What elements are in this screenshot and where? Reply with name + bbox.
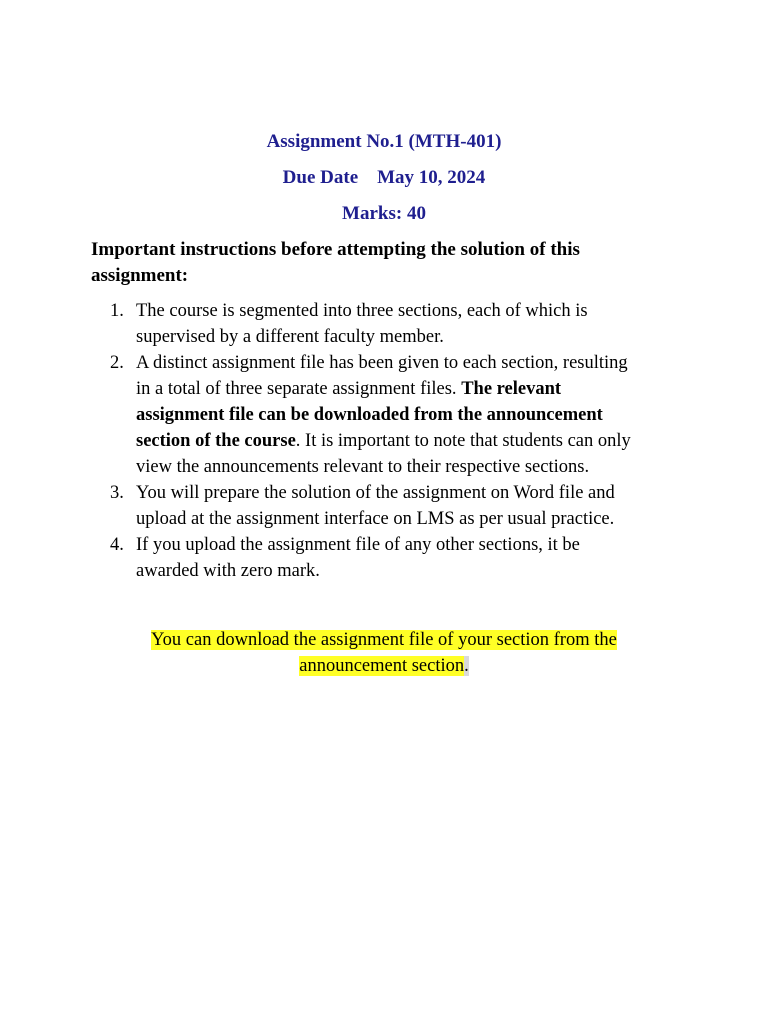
due-date-label: Due Date [282, 167, 359, 188]
instructions-heading-line: assignment: [91, 265, 189, 286]
list-item-text: in a total of three separate assignment files. [136, 379, 462, 399]
list-item [91, 350, 681, 480]
list-item-line: awarded with zero mark. [136, 561, 320, 581]
list-item-number: 3. [110, 483, 124, 503]
list-item-text: . It is important to note that students can only [295, 431, 631, 451]
list-item-line: You will prepare the solution of the assignment on Word file and [136, 483, 615, 503]
list-item-bold-text: assignment file can be downloaded from the announcement [136, 405, 603, 425]
list-item [91, 480, 681, 532]
marks-line: Marks: 40 [342, 203, 426, 224]
notice-line [0, 653, 768, 679]
list-item-number: 1. [110, 301, 124, 321]
list-item-line [136, 376, 681, 402]
list-item-bold-text: The relevant [461, 379, 562, 399]
list-item-line: If you upload the assignment file of any other sections, it be [136, 535, 580, 555]
list-item-number: 4. [110, 535, 124, 555]
list-item-line: A distinct assignment file has been given to each section, resulting [136, 353, 628, 373]
list-item [91, 298, 681, 350]
notice-highlight: You can download the assignment file of your section from the [151, 630, 617, 650]
list-item-line: The course is segmented into three sections, each of which is [136, 301, 588, 321]
due-date-line [0, 167, 768, 189]
instructions-list [91, 298, 681, 584]
notice-highlight: announcement section [299, 656, 465, 676]
assignment-title: Assignment No.1 (MTH-401) [266, 131, 502, 152]
due-date-value: May 10, 2024 [377, 167, 486, 188]
notice-line [0, 627, 768, 653]
notice-end: . [464, 656, 469, 676]
instructions-heading-line: Important instructions before attempting the solution of this [91, 239, 580, 260]
list-item-number: 2. [110, 353, 124, 373]
instructions-heading [91, 237, 651, 289]
download-notice [0, 627, 768, 679]
list-item-line [136, 402, 681, 428]
list-item [91, 532, 681, 584]
list-item-line [136, 428, 681, 454]
list-item-line: upload at the assignment interface on LMS as per usual practice. [136, 509, 615, 529]
list-item-line: supervised by a different faculty member. [136, 327, 444, 347]
list-item-bold-text: section of the course [136, 431, 296, 451]
list-item-line: view the announcements relevant to their respective sections. [136, 457, 590, 477]
